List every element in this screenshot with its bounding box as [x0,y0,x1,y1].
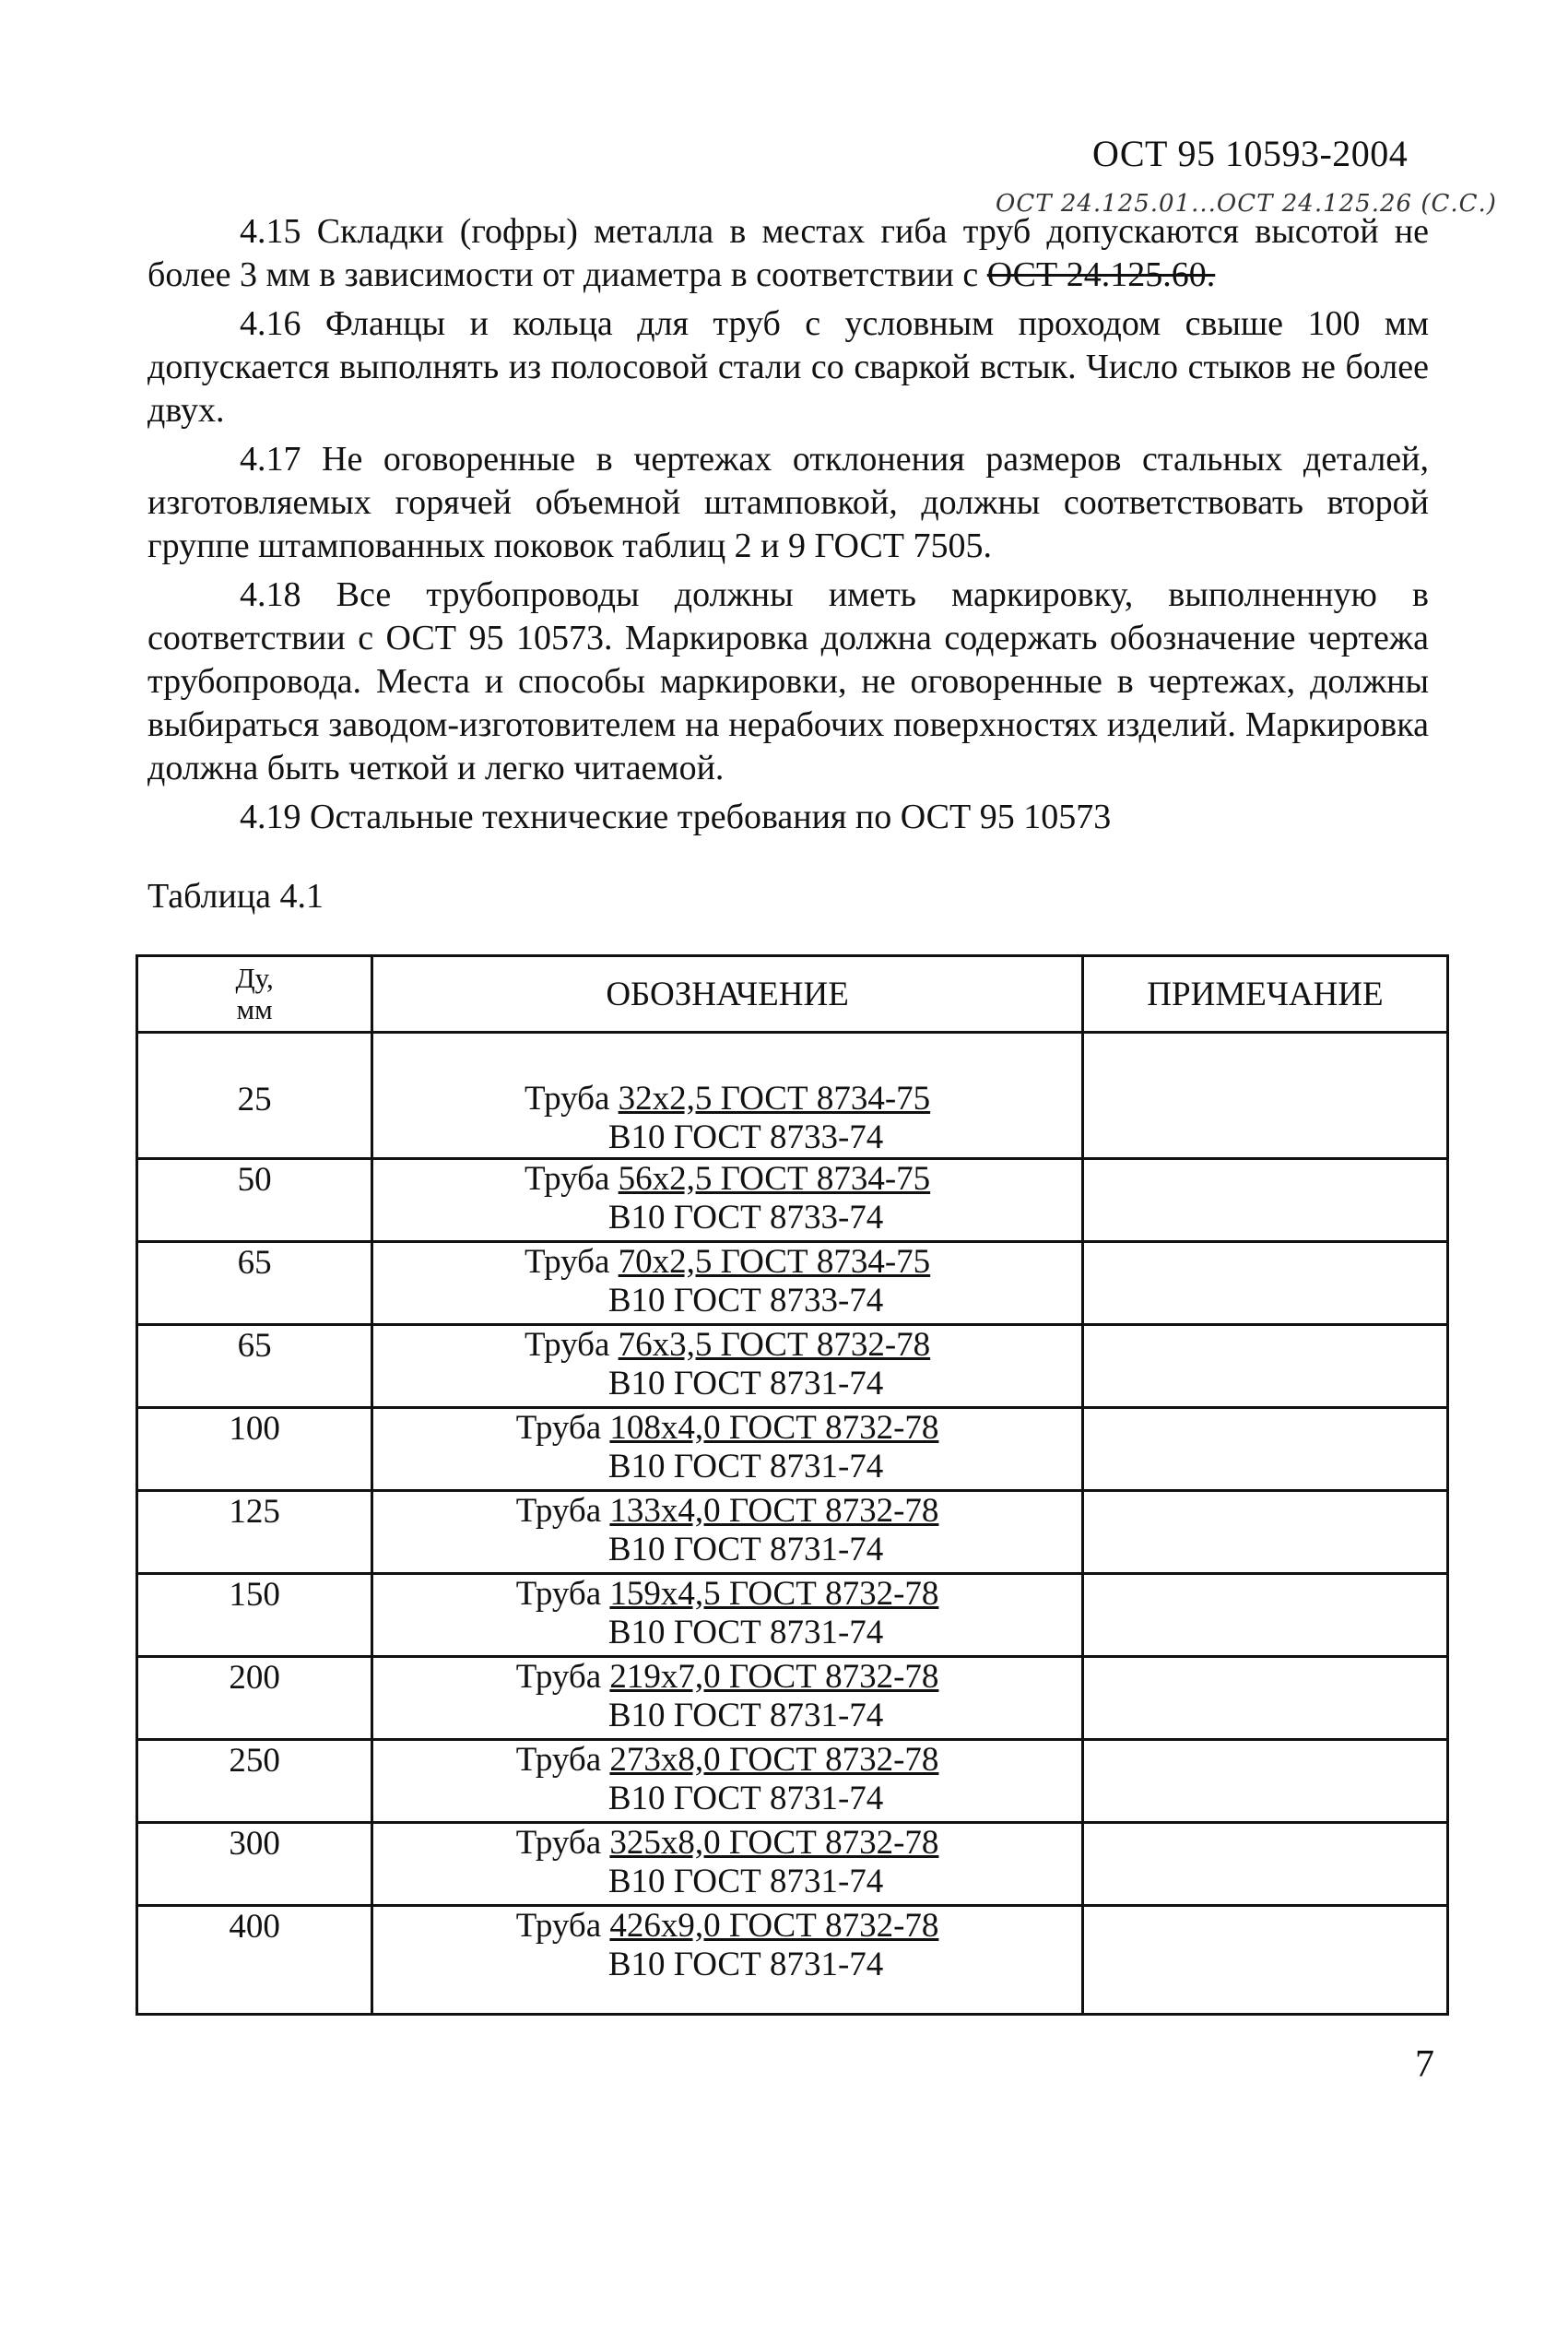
table-row [137,1242,1448,1325]
table-row [137,1491,1448,1574]
header-dn [137,956,372,1033]
pipe-size: 56х2,5 ГОСТ 8734-75 [618,1160,931,1198]
header-note: ПРИМЕЧАНИЕ [1082,956,1447,1033]
note-cell [1082,1657,1447,1740]
steel-standard: В10 ГОСТ 8731-74 [607,1448,884,1485]
page-number: 7 [1415,2043,1434,2086]
steel-standard: В10 ГОСТ 8733-74 [607,1199,884,1236]
designation-cell [372,1325,1083,1408]
table-header-row [137,956,1448,1033]
pipe-prefix: Труба [524,1326,610,1364]
note-cell [1082,1325,1447,1408]
header-designation: ОБОЗНАЧЕНИЕ [372,956,1083,1033]
designation-cell [372,1574,1083,1657]
steel-standard: В10 ГОСТ 8731-74 [607,1614,884,1651]
pipe-designation [373,1824,1081,1863]
note-cell [1082,1574,1447,1657]
designation-cell [372,1408,1083,1491]
pipe-prefix: Труба [515,1409,602,1447]
pipe-size: 70х2,5 ГОСТ 8734-75 [618,1243,931,1281]
pipe-prefix: Труба [524,1160,610,1198]
header-dn-unit: мм [236,993,273,1025]
pipe-prefix: Труба [524,1243,610,1281]
pipe-prefix: Труба [524,1080,610,1118]
designation-cell [372,1906,1083,2015]
note-cell [1082,1491,1447,1574]
steel-standard: В10 ГОСТ 8731-74 [607,1697,884,1734]
paragraph-4-19 [147,796,1429,839]
steel-standard: В10 ГОСТ 8731-74 [607,1946,884,1983]
pipe-designation [373,1409,1081,1448]
pipe-designation [373,1080,1081,1118]
pipe-designation [373,1907,1081,1946]
dn-cell: 65 [137,1242,372,1325]
dn-cell: 150 [137,1574,372,1657]
dn-cell: 65 [137,1325,372,1408]
pipe-designation [373,1575,1081,1614]
table-caption: Таблица 4.1 [147,877,324,916]
pipe-prefix: Труба [515,1492,602,1530]
steel-standard: В10 ГОСТ 8731-74 [607,1531,884,1568]
table-row [137,1823,1448,1906]
paragraph-text: 4.16 Фланцы и кольца для труб с условным проходом свыше 100 мм допускается выполнять из полосовой стали со сваркой встык. Число стыков не более двух. [147,304,1429,430]
note-cell [1082,1906,1447,2015]
header-dn-label: Ду, [235,962,274,994]
steel-standard: В10 ГОСТ 8731-74 [607,1365,884,1402]
dn-cell: 250 [137,1740,372,1823]
dn-cell: 50 [137,1159,372,1242]
designation-cell [372,1657,1083,1740]
designation-cell [372,1740,1083,1823]
paragraph-text: 4.17 Не оговоренные в чертежах отклонения размеров стальных деталей, изготовляемых горячей объемной штамповкой, должны соответствовать второй группе штампованных поковок таблиц 2 и 9 ГОСТ 7505. [147,440,1429,565]
designation-cell [372,1033,1083,1159]
table-row [137,1574,1448,1657]
pipe-prefix: Труба [515,1907,602,1945]
designation-cell [372,1159,1083,1242]
note-cell [1082,1159,1447,1242]
pipe-prefix: Труба [515,1824,602,1862]
steel-standard: В10 ГОСТ 8733-74 [607,1118,884,1156]
pipe-prefix: Труба [515,1741,602,1779]
pipe-size: 325х8,0 ГОСТ 8732-78 [609,1824,939,1862]
dn-cell: 200 [137,1657,372,1740]
paragraph-text: 4.18 Все трубопроводы должны иметь маркировку, выполненную в соответствии с ОСТ 95 10573. Маркировка должна содержать обозначение чертежа трубопровода. Места и способы маркировки, не оговоренные в чертежах, должны выбираться заводом-изготовителем на нерабочих поверхностях изделий. Маркировка должна быть четкой и легко читаемой. [147,575,1429,787]
steel-standard: В10 ГОСТ 8733-74 [607,1282,884,1319]
paragraph-text: 4.19 Остальные технические требования по ОСТ 95 10573 [240,798,1112,836]
pipe-table [136,954,1449,2016]
table-row [137,1159,1448,1242]
pipe-size: 76х3,5 ГОСТ 8732-78 [618,1326,931,1364]
pipe-designation [373,1243,1081,1282]
paragraph-4-17 [147,438,1429,568]
table-row [137,1740,1448,1823]
note-cell [1082,1740,1447,1823]
designation-cell [372,1242,1083,1325]
document-code: ОСТ 95 10593-2004 [1092,133,1409,174]
note-cell [1082,1408,1447,1491]
pipe-designation [373,1658,1081,1697]
body-text [147,210,1429,839]
pipe-size: 159х4,5 ГОСТ 8732-78 [609,1575,939,1613]
pipe-designation [373,1326,1081,1365]
steel-standard: В10 ГОСТ 8731-74 [607,1780,884,1817]
pipe-designation [373,1741,1081,1780]
pipe-size: 219х7,0 ГОСТ 8732-78 [609,1658,939,1696]
paragraph-4-15 [147,210,1429,297]
dn-cell: 125 [137,1491,372,1574]
dn-cell: 100 [137,1408,372,1491]
table-row [137,1657,1448,1740]
designation-cell [372,1823,1083,1906]
handwritten-note: ОСТ 24.125.01...ОСТ 24.125.26 (С.С.) [996,190,1497,218]
paragraph-4-16 [147,302,1429,432]
note-cell [1082,1242,1447,1325]
paragraph-text: 4.15 Складки (гофры) металла в местах гиба труб допускаются высотой не более 3 мм в зависимости от диаметра в соответствии с [147,212,1429,294]
steel-standard: В10 ГОСТ 8731-74 [607,1863,884,1900]
designation-cell [372,1491,1083,1574]
table-row [137,1906,1448,2015]
pipe-size: 133х4,0 ГОСТ 8732-78 [609,1492,939,1530]
pipe-size: 32х2,5 ГОСТ 8734-75 [618,1080,931,1118]
pipe-prefix: Труба [515,1575,602,1613]
table-row [137,1408,1448,1491]
pipe-designation [373,1492,1081,1531]
note-cell [1082,1823,1447,1906]
pipe-size: 273х8,0 ГОСТ 8732-78 [609,1741,939,1779]
dn-cell: 300 [137,1823,372,1906]
table-row [137,1325,1448,1408]
note-cell [1082,1033,1447,1159]
dn-cell: 400 [137,1906,372,2015]
pipe-size: 108х4,0 ГОСТ 8732-78 [609,1409,939,1447]
pipe-designation [373,1160,1081,1199]
paragraph-4-18 [147,574,1429,790]
pipe-prefix: Труба [515,1658,602,1696]
table-row [137,1033,1448,1159]
dn-cell: 25 [137,1033,372,1159]
pipe-size: 426х9,0 ГОСТ 8732-78 [609,1907,939,1945]
struck-reference: ОСТ 24.125.60. [986,255,1216,294]
